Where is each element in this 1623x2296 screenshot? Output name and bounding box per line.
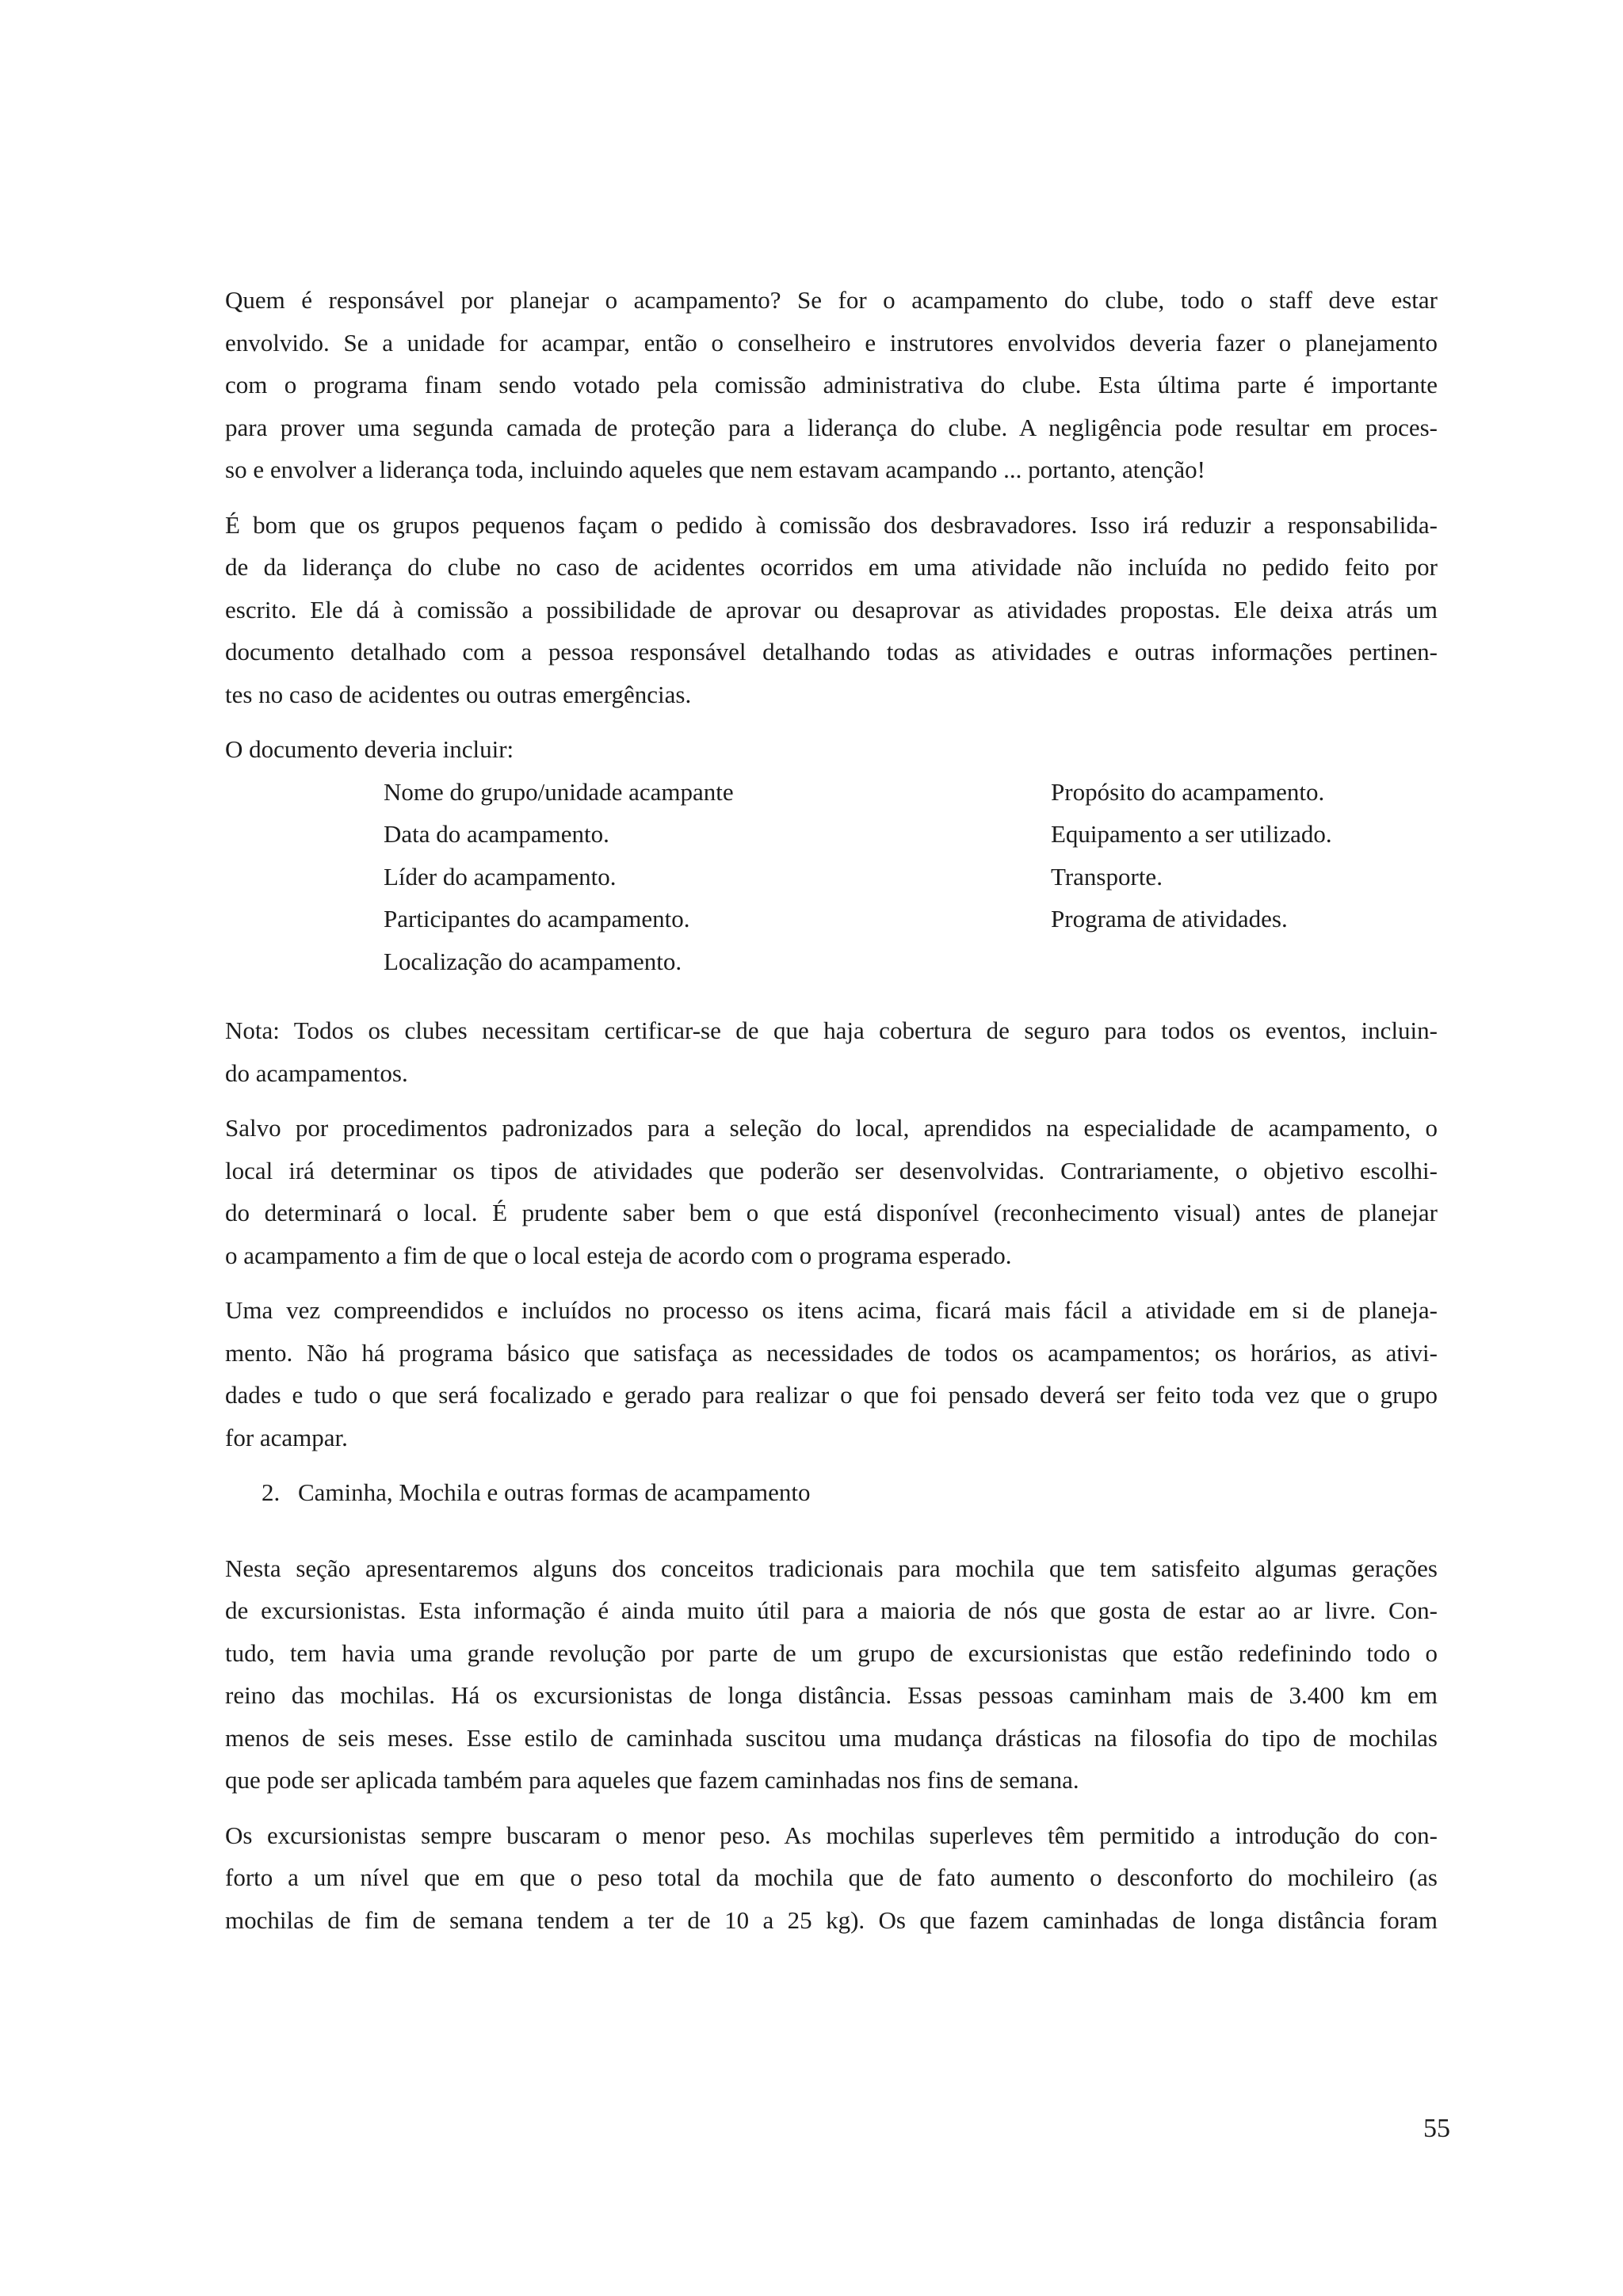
document-items-right-column — [1051, 771, 1332, 983]
list-item: Líder do acampamento. — [384, 862, 617, 891]
text-line: mochilas de fim de semana tendem a ter de 10 a 25 kg). Os que fazem caminhadas de longa distância foram — [225, 1905, 1438, 1934]
paragraph-pack-weight — [225, 1814, 1438, 1942]
text-line: Os excursionistas sempre buscaram o menor peso. As mochilas superleves têm permitido a introdução do con- — [225, 1821, 1438, 1849]
text-line: do determinará o local. É prudente saber bem o que está disponível (reconhecimento visual) antes de planejar — [225, 1199, 1438, 1226]
text-line: tes no caso de acidentes ou outras emergências. — [225, 680, 692, 708]
text-line: tudo, tem havia uma grande revolução por parte de um grupo de excursionistas que estão redefinindo todo o — [225, 1638, 1438, 1667]
text-line: do acampamentos. — [225, 1058, 408, 1087]
text-line: de da liderança do clube no caso de acidentes ocorridos em uma atividade não incluída no pedido feito por — [225, 553, 1438, 581]
list-item: Participantes do acampamento. — [384, 905, 690, 933]
paragraph-insurance-note — [225, 1009, 1438, 1094]
text-line: local irá determinar os tipos de atividades que poderão ser desenvolvidas. Contrariamente, o objetivo escolhi- — [225, 1156, 1438, 1184]
text-line: Quem é responsável por planejar o acampamento? Se for o acampamento do clube, todo o staff deve estar — [225, 286, 1438, 314]
text-line: com o programa finam sendo votado pela comissão administrativa do clube. Esta última parte é importante — [225, 371, 1438, 399]
text-line: Salvo por procedimentos padronizados para a seleção do local, aprendidos na especialidade de acampamento, o — [225, 1114, 1438, 1142]
list-item: Propósito do acampamento. — [1051, 777, 1325, 806]
page-number: 55 — [1423, 2114, 1450, 2143]
paragraph-small-groups-request — [225, 504, 1438, 716]
list-item: Data do acampamento. — [384, 820, 609, 848]
paragraph-activity-planning — [225, 1289, 1438, 1459]
document-items-list — [225, 771, 1438, 983]
text-line: para prover uma segunda camada de proteção para a liderança do clube. A negligência pode resultar em proces- — [225, 413, 1438, 441]
section-heading — [225, 1471, 1438, 1514]
list-item: Programa de atividades. — [1051, 905, 1288, 933]
document-items-left-column — [384, 771, 1051, 983]
text-line: forto a um nível que em que o peso total da mochila que de fato aumento o desconforto do mochileiro (as — [225, 1863, 1438, 1891]
text-line: mento. Não há programa básico que satisfaça as necessidades de todos os acampamentos; os horários, as ativi- — [225, 1338, 1438, 1367]
text-line: o acampamento a fim de que o local esteja de acordo com o programa esperado. — [225, 1241, 1012, 1269]
paragraph-backpacking-concepts — [225, 1547, 1438, 1802]
section-number: 2. — [262, 1478, 281, 1506]
text-line: É bom que os grupos pequenos façam o pedido à comissão dos desbravadores. Isso irá reduzir a responsabilida- — [225, 510, 1438, 539]
paragraph-planning-responsibility — [225, 279, 1438, 491]
text-line: Nota: Todos os clubes necessitam certificar-se de que haja cobertura de seguro para todos os eventos, incluin- — [225, 1016, 1438, 1044]
page-content — [225, 279, 1438, 1954]
section-title: Caminha, Mochila e outras formas de acampamento — [298, 1478, 811, 1506]
text-line: envolvido. Se a unidade for acampar, então o conselheiro e instrutores envolvidos deveria fazer o planejamento — [225, 328, 1438, 357]
text-line: menos de seis meses. Esse estilo de caminhada suscitou uma mudança drásticas na filosofia do tipo de mochilas — [225, 1723, 1438, 1752]
list-item: Equipamento a ser utilizado. — [1051, 820, 1332, 848]
list-item: Localização do acampamento. — [384, 947, 682, 975]
text-line: escrito. Ele dá à comissão a possibilidade de aprovar ou desaprovar as atividades propostas. Ele deixa atrás um — [225, 595, 1438, 624]
list-item: Nome do grupo/unidade acampante — [384, 777, 734, 806]
text-line: de excursionistas. Esta informação é ainda muito útil para a maioria de nós que gosta de estar ao ar livre. Con- — [225, 1596, 1438, 1624]
document-list-intro: O documento deveria incluir: — [225, 735, 514, 763]
text-line: for acampar. — [225, 1423, 348, 1451]
paragraph-site-selection — [225, 1107, 1438, 1276]
text-line: reino das mochilas. Há os excursionistas de longa distância. Essas pessoas caminham mais de 3.400 km em — [225, 1681, 1438, 1709]
text-line: documento detalhado com a pessoa responsável detalhando todas as atividades e outras informações pertinen- — [225, 638, 1438, 666]
text-line: dades e tudo o que será focalizado e gerado para realizar o que foi pensado deverá ser feito toda vez que o grupo — [225, 1381, 1438, 1409]
text-line: que pode ser aplicada também para aqueles que fazem caminhadas nos fins de semana. — [225, 1766, 1079, 1794]
text-line: Nesta seção apresentaremos alguns dos conceitos tradicionais para mochila que tem satisfeito algumas gerações — [225, 1554, 1438, 1582]
text-line: so e envolver a liderança toda, incluindo aqueles que nem estavam acampando ... portanto, atenção! — [225, 456, 1205, 483]
list-item: Transporte. — [1051, 862, 1163, 891]
text-line: Uma vez compreendidos e incluídos no processo os itens acima, ficará mais fácil a atividade em si de planeja- — [225, 1296, 1438, 1324]
